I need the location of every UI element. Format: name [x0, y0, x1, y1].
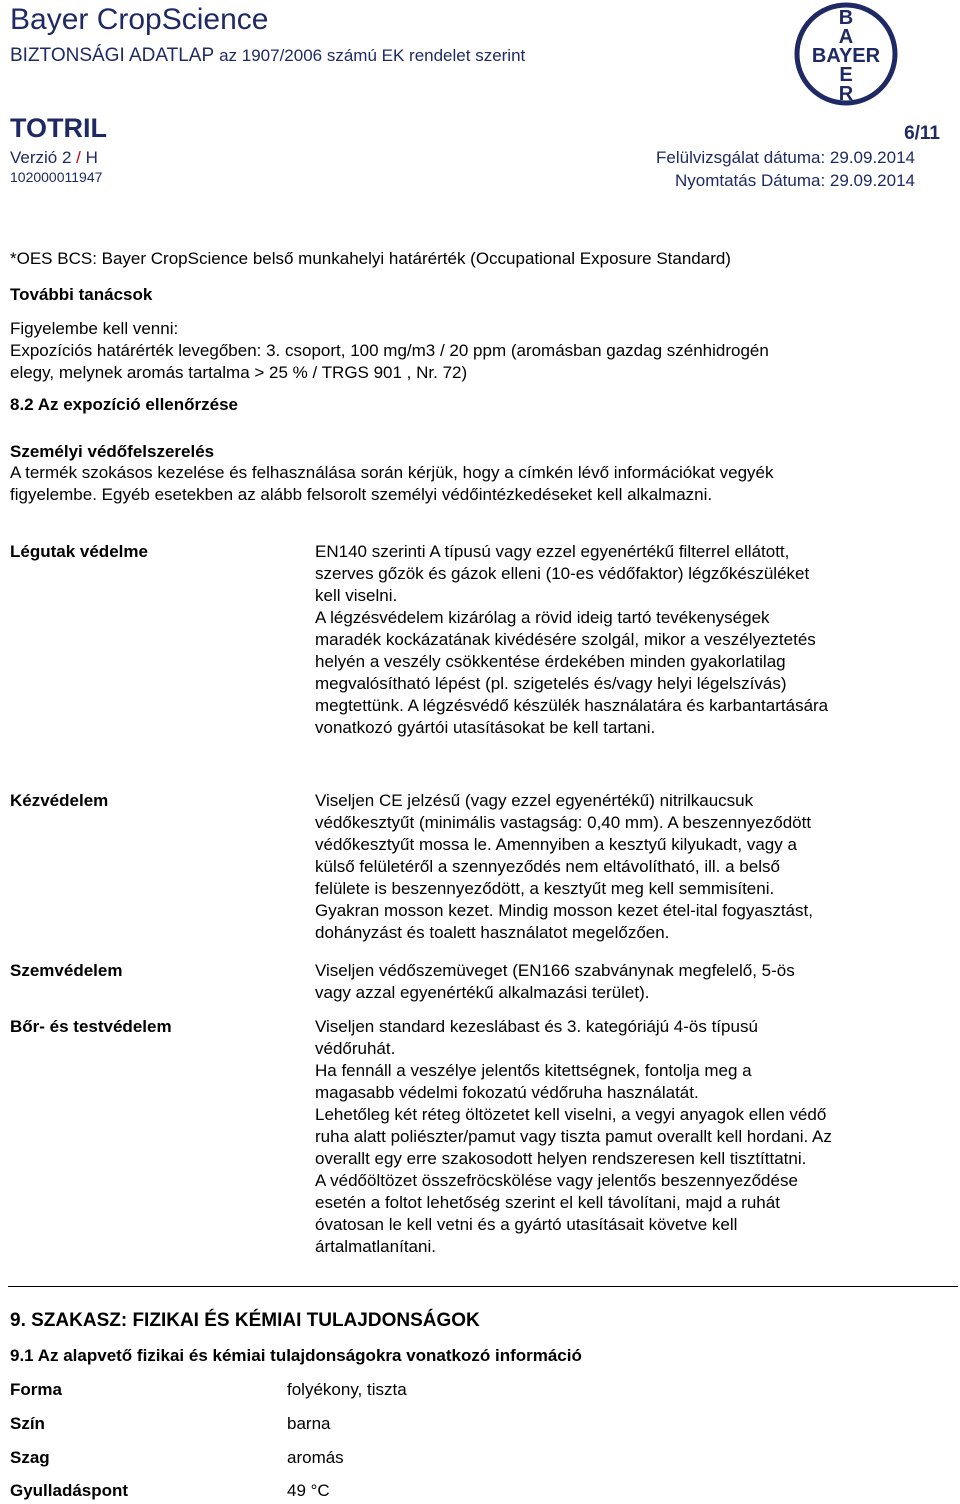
hand-protection-label: Kézvédelem — [10, 791, 109, 810]
eye-protection-text — [315, 960, 945, 1004]
product-name: TOTRIL — [10, 113, 107, 143]
section-9-heading: 9. SZAKASZ: FIZIKAI ÉS KÉMIAI TULAJDONSÁGOK — [10, 1310, 480, 1331]
text-line: megtettünk. A légzésvédő készülék használatára és karbantartására — [315, 696, 829, 715]
version-slash: / — [71, 148, 86, 167]
text-line: Ha fennáll a veszélye jelentős kitettségnek, fontolja meg a — [315, 1061, 752, 1080]
further-advice-line: Expozíciós határérték levegőben: 3. csoport, 100 mg/m3 / 20 ppm (aromásban gazdag szénhidrogén — [10, 341, 769, 360]
text-line: helyén a veszély csökkentése érdekében minden gyakorlatilag — [315, 652, 786, 671]
page-number: 6/11 — [904, 123, 940, 144]
text-line: dohányzást és toalett használatot megelőzően. — [315, 923, 670, 942]
logo-letter: B — [838, 7, 854, 29]
regulation-text: az 1907/2006 számú EK rendelet szerint — [219, 46, 526, 65]
text-line: esetén a foltot lehetőség szerint el kell távolítani, majd a ruhát — [315, 1193, 780, 1212]
property-label-flash-point: Gyulladáspont — [10, 1481, 129, 1500]
further-advice-line: Figyelembe kell venni: — [10, 319, 179, 338]
text-line: vagy azzal egyenértékű alkalmazási terület). — [315, 983, 650, 1002]
text-line: ártalmatlanítani. — [315, 1237, 436, 1256]
ppe-intro-line: figyelembe. Egyéb esetekben az alább felsorolt személyi védőintézkedéseket kell alkalmazni. — [10, 485, 713, 504]
text-line: magasabb védelmi fokozatú védőruha használatát. — [315, 1083, 699, 1102]
eye-protection-label: Szemvédelem — [10, 961, 123, 980]
text-line: óvatosan le kell vetni és a gyártó utasításait követve kell — [315, 1215, 738, 1234]
text-line: Viseljen standard kezeslábast és 3. kategóriájú 4-ös típusú — [315, 1017, 758, 1036]
property-label-odor: Szag — [10, 1448, 50, 1467]
hand-protection-text — [315, 790, 945, 944]
sds-title-line — [10, 43, 525, 69]
property-value-flash-point: 49 °C — [287, 1481, 330, 1500]
text-line: védőkesztyűt mossa le. Amennyiben a kesztyű kilyukadt, vagy a — [315, 835, 797, 854]
version-info — [10, 147, 98, 169]
skin-body-protection-label: Bőr- és testvédelem — [10, 1017, 172, 1036]
version-suffix: H — [85, 148, 98, 167]
text-line: külső felületéről a szennyeződés nem eltávolítható, ill. a belső — [315, 857, 780, 876]
text-line: ruha alatt poliészter/pamut vagy tiszta pamut overallt kell hordani. Az — [315, 1127, 832, 1146]
further-advice-heading: További tanácsok — [10, 285, 153, 304]
skin-body-protection-text — [315, 1016, 945, 1258]
text-line: védőruhát. — [315, 1039, 396, 1058]
revision-date: Felülvizsgálat dátuma: 29.09.2014 — [656, 148, 915, 167]
logo-letter: BAYER — [811, 45, 881, 67]
property-value-color: barna — [287, 1414, 331, 1433]
version-prefix: Verzió 2 — [10, 148, 72, 167]
section-8-2-heading: 8.2 Az expozíció ellenőrzése — [10, 395, 239, 414]
property-label-form: Forma — [10, 1380, 62, 1399]
text-line: A légzésvédelem kizárólag a rövid ideig tartó tevékenységek — [315, 608, 770, 627]
ppe-heading: Személyi védőfelszerelés — [10, 442, 215, 461]
print-date: Nyomtatás Dátuma: 29.09.2014 — [674, 171, 915, 190]
oes-note: *OES BCS: Bayer CropScience belső munkahelyi határérték (Occupational Exposure Standard) — [10, 249, 731, 268]
logo-letter: R — [838, 83, 854, 105]
text-line: Lehetőleg két réteg öltözetet kell viselni, a vegyi anyagok ellen védő — [315, 1105, 827, 1124]
document-code: 102000011947 — [10, 169, 103, 185]
property-value-odor: aromás — [287, 1448, 344, 1467]
text-line: vonatkozó gyártói utasításokat be kell tartani. — [315, 718, 656, 737]
text-line: EN140 szerinti A típusú vagy ezzel egyenértékű filterrel ellátott, — [315, 542, 790, 561]
section-divider — [8, 1286, 958, 1287]
bayer-cross-logo — [794, 2, 898, 106]
property-value-form: folyékony, tiszta — [287, 1380, 407, 1399]
text-line: szerves gőzök és gázok elleni (10-es védőfaktor) légzőkészüléket — [315, 564, 810, 583]
text-line: kell viselni. — [315, 586, 398, 605]
company-name: Bayer CropScience — [10, 3, 269, 36]
text-line: Viseljen védőszemüveget (EN166 szabványnak megfelelő, 5-ös — [315, 961, 795, 980]
text-line: felülete is beszennyeződött, a kesztyűt meg kell semmisíteni. — [315, 879, 775, 898]
text-line: védőkesztyűt (minimális vastagság: 0,40 mm). A beszennyeződött — [315, 813, 812, 832]
text-line: megvalósítható lépést (pl. szigetelés és/vagy helyi légelszívás) — [315, 674, 787, 693]
logo-letter: A — [838, 26, 854, 48]
property-label-color: Szín — [10, 1414, 45, 1433]
text-line: A védőöltözet összefröcskölése vagy jelentős beszennyeződése — [315, 1171, 798, 1190]
ppe-intro-line: A termék szokásos kezelése és felhasználása során kérjük, hogy a címkén lévő információkat vegyék — [10, 463, 774, 482]
text-line: maradék kockázatának kivédésére szolgál, mikor a veszélyeztetés — [315, 630, 816, 649]
text-line: Viseljen CE jelzésű (vagy ezzel egyenértékű) nitrilkaucsuk — [315, 791, 754, 810]
sds-title: BIZTONSÁGI ADATLAP — [10, 45, 214, 66]
logo-letter: E — [839, 64, 853, 86]
further-advice-line: elegy, melynek aromás tartalma > 25 % / TRGS 901 , Nr. 72) — [10, 363, 468, 382]
respiratory-text — [315, 541, 945, 739]
text-line: overallt egy erre szakosodott helyen rendszeresen kell tisztíttatni. — [315, 1149, 807, 1168]
text-line: Gyakran mosson kezet. Mindig mosson kezet étel-ital fogyasztást, — [315, 901, 813, 920]
section-9-1-heading: 9.1 Az alapvető fizikai és kémiai tulajdonságokra vonatkozó információ — [10, 1346, 582, 1365]
respiratory-label: Légutak védelme — [10, 542, 148, 561]
